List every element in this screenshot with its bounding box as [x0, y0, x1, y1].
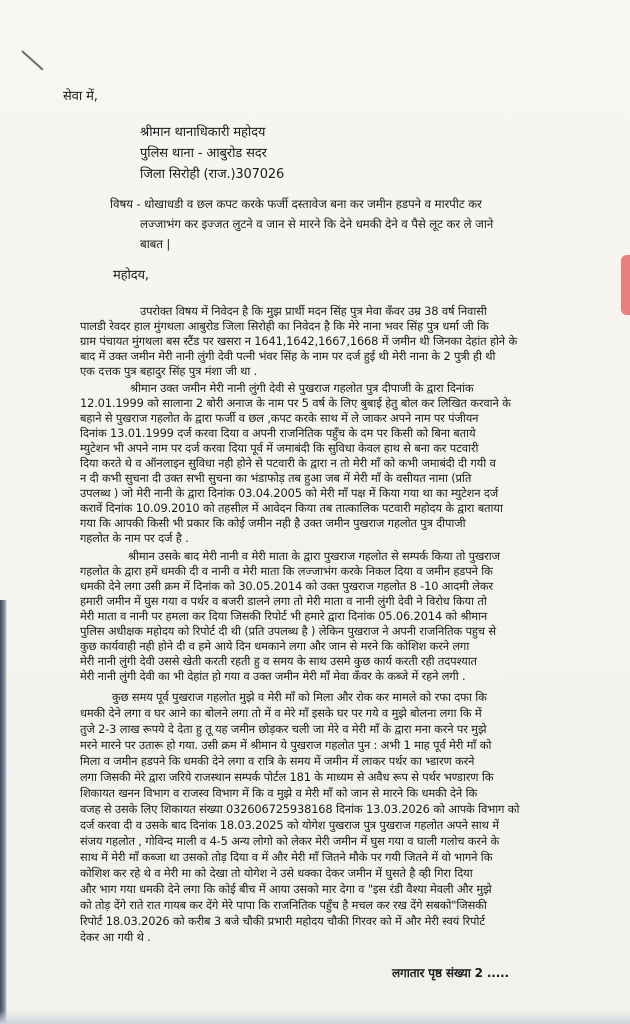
salutation-to: सेवा में, [63, 89, 98, 104]
para4-line: मिला व जमीन हडपने कि धमकी देने लगा व रात्रि के समय में जमीन में लाकर पर्थर का भ्डारण करने [80, 754, 475, 768]
para2-line: बहाने से पुखराज गहलोत के द्वारा फर्जी व छल ,कपट करके साथ में ले जाकर अपने नाम पर पंजीयन [80, 411, 479, 425]
para4-line: साथ में मेरी माँ कब्जा था उसको तोड़ दिया व में और मेरी माँ जितने मौके पर गयी जितने में वो भागने कि [80, 850, 493, 864]
para1-line: पालडी रेवदर हाल मुंगथला आबुरोड जिला सिरोही का निवेदन है कि मेरे नाना भवर सिंह पुत्र धर्मा जी कि [80, 319, 489, 333]
greeting: महोदय, [113, 268, 149, 283]
para4-line: और भाग गया धमकी देने लगा कि कोई बीच में आया उसको मार देगा व "इस रंडी वैश्या मेवली और मुझे [80, 882, 492, 896]
page-shadow-left [0, 600, 7, 1024]
para3-line: पुलिस अधीक्षक महोदय को रिपोर्ट दी थी (प्रति उपलब्ध है ) लेकिन पुखराज ने अपनी राजनितिक पहुच से [80, 624, 496, 638]
para4-line: शिकायत खनन विभाग व राजस्व विभाग में कि व मुझे व मेरी माँ को जान से मारने कि धमकी देने कि [80, 786, 478, 800]
pen-mark [21, 50, 43, 70]
recipient-line-1: श्रीमान थानाधिकारी महोदय [140, 125, 266, 140]
para3-line: मेरी नानी लुंगी देवी का भी देहांत हो गया व उक्त जमीन मेरी माँ मेवा कँवर के कब्जे में रहने लगी . [80, 669, 466, 683]
para2-line: करावें दिनांक 10.09.2010 को तहसील में आवेदन किया तब तात्कालिक पटवारी महोदय के द्वारा बताया [80, 501, 503, 515]
para4-line: तुजे 2-3 लाख रूपये दे देता हु तू यह जमीन छोड़कर चली जा मेरे व मेरी माँ के द्वारा मना करने पर मुझे [80, 722, 487, 736]
para2-line: श्रीमान उक्त जमीन मेरी नानी लुंगी देवी से पुखराज गहलोत पुत्र दीपाजी के द्वारा दिनांक [130, 381, 474, 395]
para2-line: 12.01.1999 को सालाना 2 बोरी अनाज के नाम पर 5 वर्ष के लिए बुबाई हेतु बोल कर लिखित करवाने के [80, 396, 511, 410]
para4-line: दर्ज करवा दी व उसके बाद दिनांक 18.03.2025 को योगेश पुखराज पुत्र पुखराज गहलोत अपने साथ में [80, 818, 499, 832]
para3-line: श्रीमान उसके बाद मेरी नानी व मेरी माता के द्वारा पुखराज गहलोत से सम्पर्क किया तो पुखराज [128, 549, 500, 563]
para1-line: ग्राम पंचायत मुंगथला बस स्टैंड पर खसरा न 1641,1642,1667,1668 में जमीन थी जिनका देहांत होने के [80, 334, 518, 348]
para4-line: धमकी देने लगा व घर आने का बोलने लगा तो में व मेरे माँ इसके घर पर गये व मुझे बोलना लगा कि में [80, 706, 482, 720]
para4-line: रिपोर्ट 18.03.2026 को करीब 3 बजे चौकी प्रभारी महोदय चौकी गिरवर को में और मेरी स्वयं रिपोर्ट [80, 914, 485, 928]
para3-line: कुछ कार्यवाही नही होने दी व हमे आये दिन धमकाने लगा और जान से मरने कि कोशिश करने लगा [80, 639, 470, 653]
para4-line: संजय गहलोत , गोविन्द माली व 4-5 अन्य लोगो को लेकर मेरी जमीन में घुस गया व घाली गलोच करने के [80, 834, 500, 848]
para2-line: न दी कभी सुचना दी उक्त सभी सुचना का भंडाफोड़ तब हुआ जब में मेरी माँ के वसीयत नामा (प्रति [80, 471, 472, 485]
para4-line: कोशिश कर रहे थे व मेरी मा को देखा तो योगेश ने उसे धक्का देकर जमीन में घुसते है व्ही गिरा दिया [80, 866, 473, 880]
para1-line: उपरोक्त विषय में निवेदन है कि मुझ प्रार्थी मदन सिंह पुत्र मेवा कँवर उम्र 38 वर्ष निवासी [140, 304, 487, 318]
continued-footer: लगातार पृष्ठ संख्या 2 ..... [392, 966, 509, 980]
para2-line: गया कि आपकी किसी भी प्रकार कि कोई जमीन नही है उक्त जमीन पुखराज गहलोत पुत्र दीपाजी [80, 516, 466, 530]
para4-line: मरने मारने पर उतारू हो गया. उसी क्रम में श्रीमान ये पुखराज गहलोत पुन : अभी 1 माह पूर्व मेरी माँ को [80, 738, 492, 752]
para2-line: उपलब्ध ) जो मेरी नानी के द्वारा दिनांक 03.04.2005 को मेरी माँ पक्ष में किया गया था का म्युटेशन दर्ज [80, 486, 499, 500]
para3-line: मेरी माता व नानी पर हमला कर दिया जिसकी रिपोर्ट भी हमारे द्वारा दिनांक 05.06.2014 को श्रीमान [80, 609, 488, 623]
para4-line: को तोड़ देंगे राते रात गायब कर देंगे मेरे पापा कि राजनितिक पहुँच है मचल कर रख देंगे सबको"जिसकी [80, 898, 487, 912]
para3-line: धमकी देने लगा उसी क्रम में दिनांक को 30.05.2014 को उक्त पुखराज गहलोत 8 -10 आदमी लेकर [80, 579, 493, 593]
para4-line: देकर आ गयी थे . [80, 930, 151, 944]
para2-line: म्युटेशन भी अपने नाम पर दर्ज करवा दिया पूर्व में जमाबंदी कि सुविधा केवल हाथ से बना कर पटवारी [80, 441, 479, 455]
para2-line: दिया करते थे व ऑनलाइन सुविधा नही होने से पटवारी के द्वारा न तो मेरी माँ को कभी जमाबंदी दी गयी व [80, 456, 496, 470]
para1-line: एक दत्तक पुत्र बहादुर सिंह पुत्र मंशा जी था . [80, 364, 258, 378]
subject-line-3: बाबत | [140, 237, 171, 251]
subject-line-2: लज्जाभंग कर इज्जत लुटने व जान से मारने कि देने धमकी देने व पैसे लूट कर ले जाने [140, 217, 494, 231]
para4-line: कुछ समय पूर्व पुखराज गहलोत मुझे व मेरी माँ को मिला और रोक कर मामले को रफा दफा कि [112, 690, 487, 704]
red-stamp-edge [621, 255, 630, 315]
para2-line: गहलोत के नाम पर दर्ज है . [80, 531, 189, 545]
page-shadow-bottom [0, 1010, 630, 1024]
para2-line: दिनांक 13.01.1999 दर्ज करवा दिया व अपनी राजनितिक पहुँच के दम पर किसी को बिना बताये [80, 426, 476, 440]
para3-line: मेरी नानी लुंगी देवी उससे खेती करती रहती हु व समय के साथ उसमे कुछ कार्य करती रही तदपश्यात [80, 654, 477, 668]
para3-line: हमारी जमीन में घुस गया व पर्थर व बजरी डालने लगा तो मेरी माता व नानी लुंगी देवी ने विरोध किया तो [80, 594, 487, 608]
para1-line: बाद में उक्त जमीन मेरी नानी लुंगी देवी पत्नी भंवर सिंह के नाम पर दर्ज हुई थी मेरी नाना के 2 पुत्री ही थी [80, 349, 496, 363]
para4-line: वजह से उसके लिए शिकायत संख्या 032606725938168 दिनांक 13.03.2026 को आपके विभाग को [80, 802, 520, 816]
para4-line: लगा जिसकी मेरे द्वारा जरिये राजस्थान सम्पर्क पोर्टल 181 के माध्यम से अवैध रूप से पर्थर भण्डारण कि [80, 770, 494, 784]
recipient-line-3: जिला सिरोही (राज.)307026 [140, 167, 285, 182]
para3-line: गहलोत के द्वारा हमें धमकी दी व नानी व मेरी माता कि लज्जाभंग करके निकल दिया व जमीन हडपने कि [80, 564, 493, 578]
recipient-line-2: पुलिस थाना - आबुरोड सदर [140, 146, 267, 161]
subject-line-1: विषय - धोखाधडी व छल कपट करके फर्जी दस्तावेज बना कर जमीन हडपने व मारपीट कर [110, 197, 482, 211]
